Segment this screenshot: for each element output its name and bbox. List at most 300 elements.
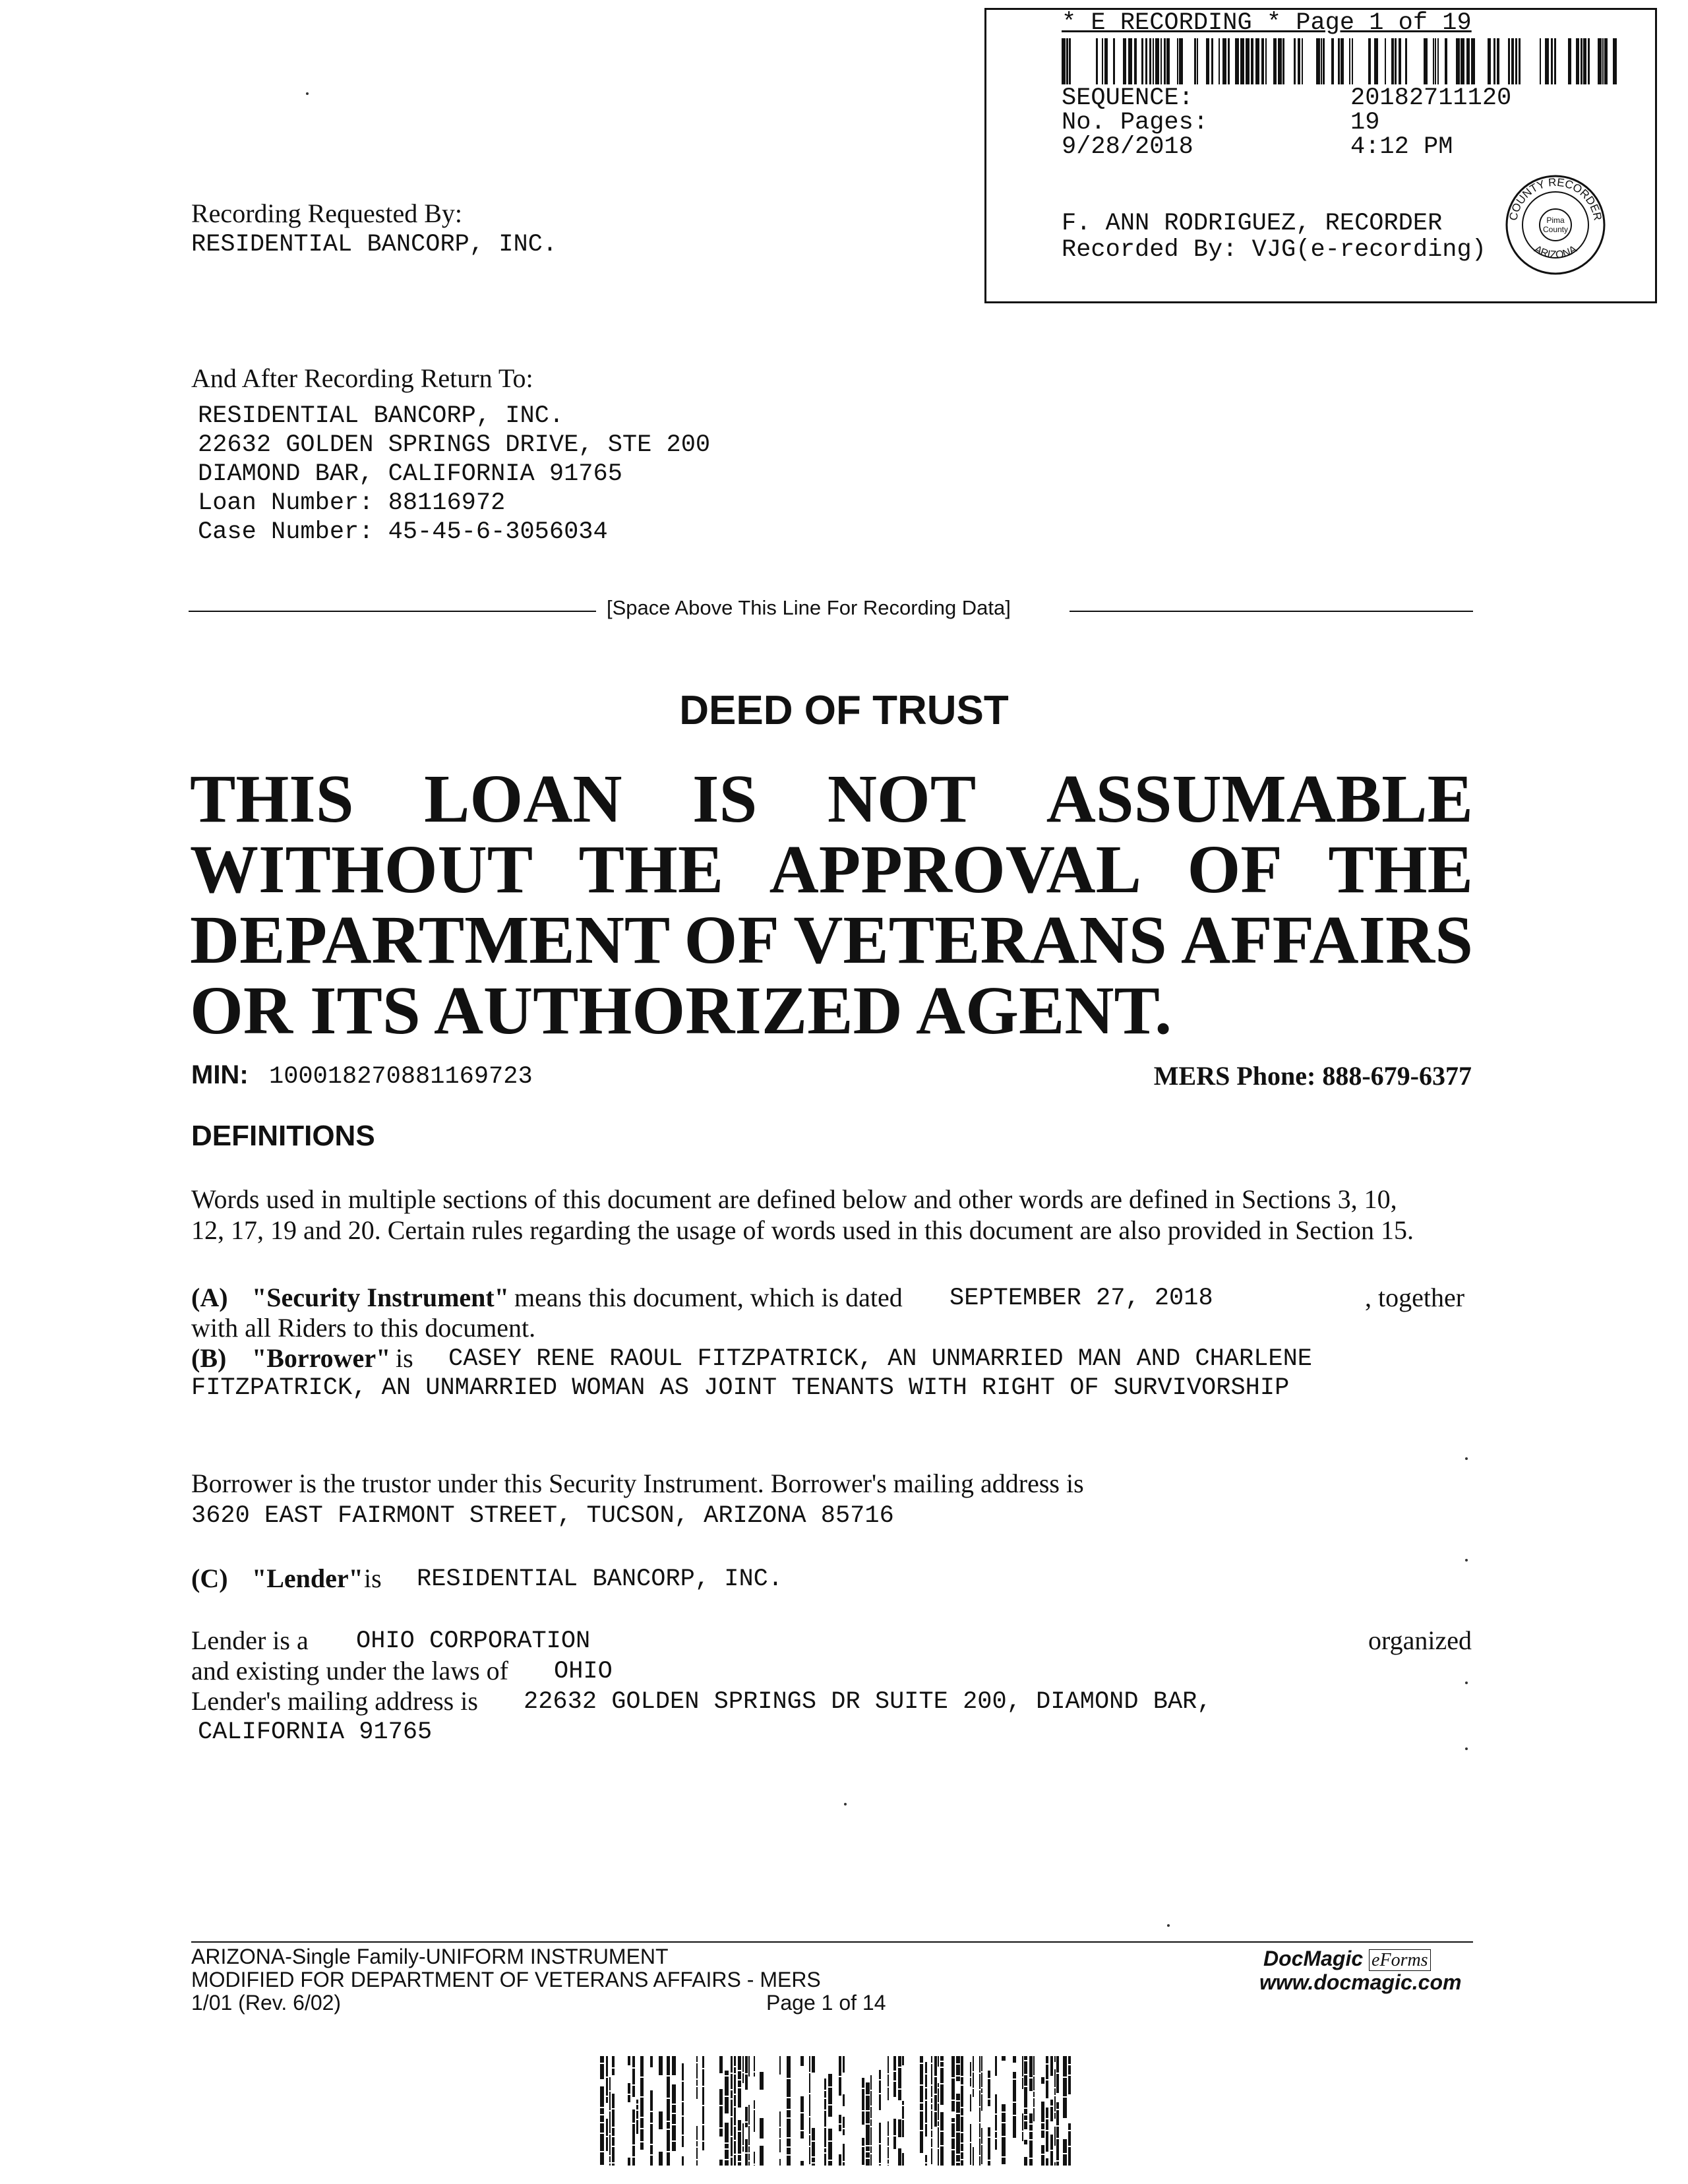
barcode-bar <box>925 2062 927 2073</box>
barcode-bar <box>1068 2076 1071 2094</box>
barcode-bar <box>787 2079 791 2097</box>
barcode-bar <box>1013 2116 1016 2138</box>
barcode-bar <box>839 2154 841 2166</box>
barcode-bar <box>870 2127 872 2145</box>
barcode-bar <box>931 2104 932 2109</box>
barcode-bar <box>866 2082 870 2094</box>
notice-word: OR ITS AUTHORIZED AGENT. <box>190 973 1172 1048</box>
barcode-bar <box>787 2056 791 2078</box>
barcode-bar <box>725 2160 729 2166</box>
barcode-bar <box>951 2150 955 2166</box>
barcode-bar <box>1321 38 1322 84</box>
lender-type: OHIO CORPORATION <box>356 1627 591 1655</box>
barcode-bar <box>956 2133 960 2154</box>
barcode-bar <box>1598 38 1602 84</box>
barcode-bar <box>1024 2087 1027 2108</box>
footer-page-number: Page 1 of 14 <box>766 1991 886 2015</box>
barcode-bar <box>734 2141 736 2154</box>
barcode-bar <box>931 2138 932 2147</box>
barcode-bar <box>1022 2056 1023 2077</box>
barcode-bar <box>995 2139 997 2150</box>
barcode-bar <box>636 2120 638 2134</box>
barcode-bar <box>1066 38 1068 84</box>
organized-text: organized <box>1368 1625 1472 1655</box>
barcode-bar <box>719 2056 723 2073</box>
barcode-bar <box>696 2148 698 2159</box>
barcode-bar <box>731 2158 733 2166</box>
barcode-bar <box>938 2088 939 2102</box>
barcode-bar <box>995 2094 997 2113</box>
barcode-bar <box>988 2161 990 2166</box>
barcode-bar <box>879 2080 881 2093</box>
barcode-bar <box>1033 2098 1035 2107</box>
barcode-bar <box>824 2148 826 2152</box>
barcode-bar <box>787 2119 791 2137</box>
barcode-bar <box>981 2088 982 2093</box>
barcode-bar <box>898 2068 901 2088</box>
barcode-bar <box>973 2073 974 2088</box>
barcode-bar <box>1013 2103 1016 2115</box>
barcode-bar <box>745 2075 748 2090</box>
barcode-bar <box>742 2056 744 2072</box>
barcode-bar <box>1050 2135 1053 2150</box>
barcode-bar <box>754 2110 755 2132</box>
barcode-bar <box>1041 2077 1044 2084</box>
barcode-bar <box>1024 2115 1027 2120</box>
barcode-bar <box>1056 2102 1059 2109</box>
case-number: Case Number: 45-45-6-3056034 <box>198 518 608 546</box>
barcode-bar <box>1024 2121 1027 2129</box>
barcode-bar <box>682 2063 684 2080</box>
assumable-notice-line <box>190 902 1473 978</box>
barcode-bar <box>606 2137 608 2151</box>
barcode-bar <box>951 2118 955 2122</box>
barcode-bar <box>862 2147 864 2165</box>
barcode-bar <box>956 2102 960 2113</box>
barcode-bar <box>879 2094 881 2110</box>
notice-word: ASSUMABLE <box>1046 761 1473 837</box>
barcode-bar <box>632 2146 635 2156</box>
barcode-bar <box>920 2131 923 2153</box>
barcode-bar <box>843 2117 845 2128</box>
barcode-bar <box>938 2083 939 2087</box>
barcode-bar <box>920 2086 923 2102</box>
barcode-bar <box>719 2089 723 2105</box>
barcode-bar <box>1155 38 1159 84</box>
barcode-bar <box>754 2073 755 2077</box>
notice-word: OF <box>1187 832 1282 907</box>
barcode-bar <box>748 2146 750 2152</box>
pages-label: No. Pages: <box>1062 109 1209 136</box>
barcode-bar <box>1445 38 1447 84</box>
barcode-bar <box>925 2124 927 2137</box>
recorder-name: F. ANN RODRIGUEZ, RECORDER <box>1062 210 1443 237</box>
barcode-bar <box>970 2124 971 2142</box>
barcode-bar <box>1466 38 1470 84</box>
barcode-bar <box>1056 2127 1059 2138</box>
barcode-bar <box>1024 2140 1027 2144</box>
barcode-bar <box>1331 38 1334 84</box>
borrower-name: CASEY RENE RAOUL FITZPATRICK, AN UNMARRIED MAN AND CHARLENE <box>448 1345 1313 1373</box>
barcode-bar <box>1013 2080 1016 2102</box>
barcode-bar <box>731 2074 733 2089</box>
barcode-bar <box>866 2146 870 2151</box>
barcode-bar <box>1405 38 1407 84</box>
barcode-bar <box>612 2164 615 2166</box>
barcode-bar <box>973 2089 974 2097</box>
barcode-bar <box>862 2089 864 2110</box>
barcode-bar <box>988 2100 990 2106</box>
barcode-bar <box>1177 38 1178 84</box>
barcode-bar <box>1029 2132 1033 2139</box>
barcode-bar <box>893 2119 896 2135</box>
barcode-bar <box>1056 2056 1059 2073</box>
def-a-tail: , together <box>1365 1283 1465 1312</box>
barcode-bar <box>719 2106 723 2127</box>
barcode-bar <box>609 2156 611 2162</box>
barcode-bar <box>812 2056 815 2073</box>
barcode-bar <box>1554 38 1556 84</box>
barcode-bar <box>738 2080 741 2087</box>
barcode-bar <box>843 2162 845 2166</box>
barcode-bar <box>1029 2159 1033 2166</box>
barcode-bar <box>696 2126 698 2140</box>
barcode-bar <box>609 2164 611 2166</box>
barcode-bar <box>1341 38 1344 84</box>
svg-text:Pima: Pima <box>1546 216 1565 225</box>
barcode-bar <box>809 2094 810 2116</box>
barcode-bar <box>1046 2131 1048 2152</box>
trustor-text: Borrower is the trustor under this Security Instrument. Borrower's mailing address is <box>191 1469 1084 1498</box>
barcode-bar <box>1265 38 1267 84</box>
barcode-bar <box>787 2156 791 2166</box>
barcode-bar <box>898 2148 901 2166</box>
stamp-barcode <box>1062 38 1617 84</box>
barcode-bar <box>828 2161 832 2166</box>
barcode-bar <box>1551 38 1553 84</box>
barcode-bar <box>1050 2056 1053 2076</box>
barcode-bar <box>979 2108 980 2122</box>
barcode-bar <box>672 2125 676 2140</box>
barcode-bar <box>1102 38 1103 84</box>
barcode-bar <box>1063 2154 1067 2166</box>
barcode-bar <box>636 2105 638 2109</box>
barcode-bar <box>1002 2158 1006 2164</box>
barcode-bar <box>745 2123 748 2127</box>
barcode-bar <box>1461 38 1464 84</box>
barcode-bar <box>800 2056 804 2066</box>
barcode-bar <box>1206 38 1209 84</box>
record-time: 4:12 PM <box>1350 133 1453 161</box>
barcode-bar <box>973 2147 974 2166</box>
barcode-bar <box>956 2056 960 2063</box>
barcode-bar <box>940 2062 944 2067</box>
barcode-bar <box>1022 2078 1023 2089</box>
barcode-bar <box>839 2077 841 2096</box>
barcode-bar <box>956 2065 960 2075</box>
requested-by-label: Recording Requested By: <box>191 198 463 228</box>
barcode-bar <box>988 2071 990 2078</box>
barcode-bar <box>888 2147 889 2158</box>
definitions-intro: Words used in multiple sections of this document are defined below and other words are defined in Sections 3, 10, <box>191 1184 1397 1214</box>
barcode-bar <box>606 2097 608 2103</box>
barcode-bar <box>839 2125 841 2131</box>
barcode-bar <box>702 2106 704 2124</box>
barcode-bar <box>632 2069 635 2084</box>
barcode-bar <box>628 2056 630 2065</box>
barcode-bar <box>1282 38 1284 84</box>
barcode-bar <box>931 2056 932 2063</box>
barcode-bar <box>862 2111 864 2125</box>
barcode-bar <box>779 2128 781 2138</box>
barcode-bar <box>979 2123 980 2137</box>
barcode-bar <box>931 2131 932 2137</box>
barcode-bar <box>1568 38 1571 84</box>
barcode-bar <box>1391 38 1394 84</box>
notice-word: DEPARTMENT <box>190 902 671 978</box>
barcode-bar <box>640 2056 644 2077</box>
barcode-bar <box>1068 2147 1071 2166</box>
barcode-bar <box>1576 38 1579 84</box>
barcode-bar <box>612 2128 615 2136</box>
def-c-term: "Lender" <box>252 1563 363 1593</box>
barcode-bar <box>600 2123 604 2133</box>
barcode-bar <box>1368 38 1371 84</box>
barcode-bar <box>725 2123 729 2142</box>
barcode-bar <box>696 2160 698 2166</box>
barcode-bar <box>731 2090 733 2098</box>
barcode-bar <box>1022 2113 1023 2131</box>
barcode-bar <box>940 2132 944 2145</box>
def-b-is: is <box>396 1343 413 1373</box>
barcode-bar <box>748 2162 750 2166</box>
return-to-line: 22632 GOLDEN SPRINGS DRIVE, STE 200 <box>198 431 711 459</box>
barcode-bar <box>956 2094 960 2100</box>
barcode-bar <box>828 2142 832 2160</box>
assumable-notice-line <box>190 832 1473 907</box>
def-b-label: (B) <box>191 1343 227 1373</box>
barcode-bar <box>961 2144 963 2151</box>
notice-word: THE <box>1328 832 1473 907</box>
barcode-bar <box>600 2056 604 2063</box>
barcode-bar <box>719 2160 723 2166</box>
barcode-bar <box>931 2086 932 2097</box>
barcode-bar <box>1002 2113 1006 2122</box>
barcode-bar <box>866 2159 870 2166</box>
barcode-bar <box>956 2155 960 2162</box>
barcode-bar <box>650 2124 653 2144</box>
barcode-bar <box>1149 38 1151 84</box>
barcode-bar <box>1437 38 1439 84</box>
divider-rule-left <box>189 611 596 612</box>
barcode-bar <box>979 2074 980 2089</box>
barcode-bar <box>981 2128 982 2144</box>
barcode-bar <box>940 2068 944 2083</box>
barcode-bar <box>696 2141 698 2146</box>
recording-data-divider: [Space Above This Line For Recording Data] <box>607 596 1011 619</box>
barcode-bar <box>719 2129 723 2137</box>
barcode-bar <box>640 2098 644 2117</box>
barcode-bar <box>1302 38 1303 84</box>
barcode-bar <box>731 2137 733 2156</box>
barcode-bar <box>893 2137 896 2149</box>
barcode-bar <box>640 2118 644 2128</box>
document-barcode <box>600 2056 1075 2166</box>
barcode-bar <box>1046 2158 1048 2166</box>
barcode-bar <box>888 2056 889 2073</box>
barcode-bar <box>632 2109 635 2123</box>
notice-word: WITHOUT <box>190 832 533 907</box>
barcode-bar <box>1123 38 1126 84</box>
notice-word: THIS <box>190 761 354 837</box>
barcode-bar <box>981 2056 982 2071</box>
barcode-bar <box>725 2071 729 2075</box>
barcode-bar <box>824 2078 826 2090</box>
barcode-bar <box>702 2125 704 2140</box>
barcode-bar <box>940 2146 944 2166</box>
footer-rule <box>191 1941 1473 1943</box>
barcode-bar <box>1096 38 1098 84</box>
barcode-bar <box>888 2088 889 2100</box>
notice-word: IS <box>692 761 758 837</box>
barcode-bar <box>866 2111 870 2123</box>
barcode-bar <box>667 2152 670 2166</box>
barcode-bar <box>828 2088 832 2104</box>
barcode-bar <box>902 2153 904 2166</box>
barcode-bar <box>870 2154 872 2166</box>
barcode-bar <box>925 2155 927 2162</box>
barcode-bar <box>812 2128 815 2140</box>
notice-word: LOAN <box>424 761 622 837</box>
barcode-bar <box>650 2156 653 2166</box>
footer-form-name: MODIFIED FOR DEPARTMENT OF VETERANS AFFAIRS - MERS <box>191 1968 821 1991</box>
barcode-bar <box>600 2152 604 2165</box>
barcode-bar <box>870 2107 872 2118</box>
barcode-bar <box>888 2137 889 2146</box>
barcode-bar <box>1298 38 1300 84</box>
brand-eforms: eForms <box>1369 1949 1431 1971</box>
barcode-bar <box>682 2156 684 2166</box>
barcode-bar <box>1515 38 1517 84</box>
barcode-bar <box>1024 2061 1027 2074</box>
barcode-bar <box>925 2075 927 2087</box>
barcode-bar <box>938 2127 939 2148</box>
barcode-bar <box>702 2056 704 2068</box>
barcode-bar <box>1024 2157 1027 2166</box>
barcode-bar <box>1166 38 1170 84</box>
barcode-bar <box>650 2056 653 2067</box>
barcode-bar <box>800 2131 804 2138</box>
barcode-bar <box>888 2160 889 2164</box>
lender-mailing-address: CALIFORNIA 91765 <box>198 1718 433 1746</box>
barcode-bar <box>696 2056 698 2062</box>
barcode-bar <box>1063 2056 1067 2077</box>
requested-by-name: RESIDENTIAL BANCORP, INC. <box>191 231 558 258</box>
barcode-bar <box>1063 2139 1067 2153</box>
barcode-bar <box>902 2120 904 2137</box>
barcode-bar <box>1068 2056 1071 2064</box>
barcode-bar <box>988 2127 990 2137</box>
footer-form-revision: 1/01 (Rev. 6/02) <box>191 1991 342 2015</box>
barcode-bar <box>828 2129 832 2140</box>
barcode-bar <box>1519 38 1521 84</box>
barcode-bar <box>1352 38 1353 84</box>
barcode-bar <box>979 2056 980 2073</box>
barcode-bar <box>1228 38 1230 84</box>
barcode-bar <box>1145 38 1147 84</box>
barcode-bar <box>995 2115 997 2131</box>
barcode-bar <box>1471 38 1475 84</box>
barcode-bar <box>862 2078 864 2088</box>
barcode-bar <box>600 2115 604 2122</box>
mers-phone: MERS Phone: 888-679-6377 <box>1153 1061 1472 1091</box>
recorded-by: Recorded By: VJG(e-recording) <box>1062 236 1486 264</box>
barcode-bar <box>951 2138 955 2149</box>
barcode-bar <box>1046 2065 1048 2079</box>
barcode-bar <box>1041 2123 1044 2129</box>
assumable-notice-line <box>190 973 1473 1048</box>
barcode-bar <box>824 2128 826 2147</box>
barcode-bar <box>1349 38 1350 84</box>
def-b-term: "Borrower" <box>252 1343 391 1373</box>
svg-text:COUNTY RECORDER: COUNTY RECORDER <box>1507 175 1604 222</box>
barcode-bar <box>961 2056 963 2076</box>
def-a-line2: with all Riders to this document. <box>191 1313 536 1343</box>
barcode-bar <box>866 2152 870 2158</box>
barcode-bar <box>1273 38 1277 84</box>
barcode-bar <box>672 2056 676 2075</box>
barcode-bar <box>734 2075 736 2094</box>
barcode-bar <box>742 2123 744 2145</box>
barcode-bar <box>1062 38 1066 84</box>
barcode-bar <box>940 2112 944 2131</box>
notice-word: OF <box>684 902 779 978</box>
scan-speck <box>1465 1747 1468 1750</box>
barcode-bar <box>970 2143 971 2165</box>
security-instrument-date: SEPTEMBER 27, 2018 <box>950 1285 1213 1312</box>
barcode-bar <box>1141 38 1143 84</box>
barcode-bar <box>1046 2108 1048 2118</box>
barcode-bar <box>995 2132 997 2138</box>
barcode-bar <box>938 2121 939 2126</box>
barcode-bar <box>1246 38 1250 84</box>
stamp-header: * E RECORDING * Page 1 of 19 <box>1062 9 1472 37</box>
barcode-bar <box>1194 38 1196 84</box>
barcode-bar <box>1054 2096 1056 2111</box>
barcode-bar <box>843 2129 845 2135</box>
barcode-bar <box>824 2154 826 2166</box>
barcode-bar <box>731 2100 733 2116</box>
lender-state: OHIO <box>554 1658 613 1685</box>
barcode-bar <box>682 2102 684 2115</box>
barcode-bar <box>938 2104 939 2120</box>
barcode-bar <box>1395 38 1397 84</box>
barcode-bar <box>696 2080 698 2086</box>
barcode-bar <box>702 2142 704 2150</box>
barcode-bar <box>824 2111 826 2127</box>
record-date: 9/28/2018 <box>1062 133 1193 161</box>
lender-mailing-address: 22632 GOLDEN SPRINGS DR SUITE 200, DIAMOND BAR, <box>524 1688 1212 1716</box>
barcode-bar <box>612 2094 615 2108</box>
barcode-bar <box>682 2082 684 2101</box>
barcode-bar <box>609 2135 611 2155</box>
barcode-bar <box>1024 2056 1027 2060</box>
scan-speck <box>1465 1682 1468 1684</box>
barcode-bar <box>725 2150 729 2159</box>
barcode-bar <box>702 2087 704 2105</box>
barcode-bar <box>951 2056 955 2077</box>
barcode-bar <box>951 2078 955 2100</box>
